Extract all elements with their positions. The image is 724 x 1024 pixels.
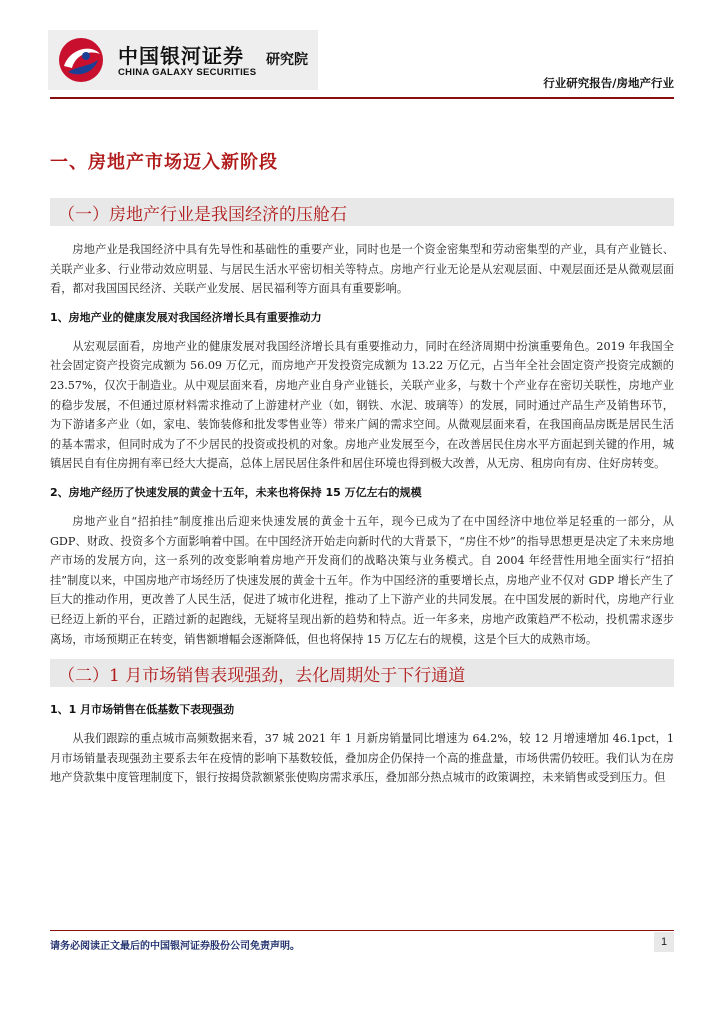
subsection-title-1: （一）房地产行业是我国经济的压舱石 bbox=[50, 198, 674, 226]
subsection-title-2: （二）1 月市场销售表现强劲，去化周期处于下行通道 bbox=[50, 659, 674, 687]
logo-english-name: CHINA GALAXY SECURITIES bbox=[118, 67, 257, 78]
header-divider bbox=[50, 97, 674, 99]
report-type-label: 行业研究报告/房地产行业 bbox=[543, 76, 674, 90]
paragraph-january-sales: 从我们跟踪的重点城市高频数据来看，37 城 2021 年 1 月新房销量同比增速为 64.2%，较 12 月增速增加 46.1pct，1 月市场销量表现强劲主要系去年在疫情的影响下基数较低，叠加房企仍保持一个高的推盘量，市场供需仍较旺。我们认为在房地产贷款集中度管理制度下，银行按揭贷款额紧张使购房需求承压，叠加部分热点城市的政策调控，未来销售或受到压力。但 bbox=[50, 732, 674, 785]
page-number: 1 bbox=[654, 932, 674, 952]
paragraph-golden-fifteen-years: 房地产业自“招拍挂”制度推出后迎来快速发展的黄金十五年，现今已成为了在中国经济中地位举足轻重的一部分，从 GDP、财政、投资多个方面影响着中国。在中国经济开始走向新时代的大背景下，“房住不炒”的指导思想更是决定了未来房地产市场的发展方向，这一系列的改变影响着房地产开发商们的战略决策与业务模式。自 2004 年经营性用地全面实行“招拍挂”制度以来，中国房地产市场经历了快速发展的黄金十五年。作为中国经济的重要增长点，房地产业不仅对 GDP 增长产生了巨大的推动作用，更改善了人民生活，促进了城市化进程，推动了上下游产业的共同发展。在中国发展的新时代，房地产行业已经迈上新的平台，正踏过新的起跑线，无疑将呈现出新的趋势和特点。近一年多来，房地产政策趋严不松动，投机需求逐步离场，市场预期正在转变，销售额增幅会逐渐降低，但也将保持 15 万亿左右的规模，这是个巨大的成熟市场。 bbox=[50, 514, 674, 646]
logo-chinese-name: 中国银河证券 bbox=[118, 44, 244, 68]
heading-golden-fifteen-years: 2、房地产经历了快速发展的黄金十五年，未来也将保持 15 万亿左右的规模 bbox=[50, 485, 422, 499]
heading-growth-driver: 1、房地产业的健康发展对我国经济增长具有重要推动力 bbox=[50, 310, 322, 324]
paragraph-growth-driver: 从宏观层面看，房地产业的健康发展对我国经济增长具有重要推动力，同时在经济周期中扮演重要角色。2019 年我国全社会固定资产投资完成额为 56.09 万亿元，而房地产开发投资完成额为 13.22 万亿元，占当年全社会固定资产投资完成额的 23.57%，仅次于制造业。从中观层面来看，房地产业自身产业链长，关联产业多，与数十个产业存在密切关联性，房地产业的稳步发展，不但通过原材料需求推动了上游建材产业（如，钢铁、水泥、玻璃等）的发展，同时通过产品生产及销售环节，为下游诸多产业（如，家电、装饰装修和批发零售业等）带来广阔的需求空间。从微观层面来看，在我国商品房既是居民生活的基本需求，但同时成为了不少居民的投资或投机的对象。房地产业发展至今，在改善居民住房水平方面起到关键的作用，城镇居民自有住房拥有率已经大大提高，总体上居民居住条件和居住环境也得到极大改善，从无房、租房向有房、住好房转变。 bbox=[50, 339, 674, 471]
paragraph-intro: 房地产业是我国经济中具有先导性和基础性的重要产业，同时也是一个资金密集型和劳动密集型的产业，具有产业链长、关联产业多、行业带动效应明显、与居民生活水平密切相关等特点。房地产行业无论是从宏观层面、中观层面还是从微观层面看，都对我国国民经济、关联产业发展、居民福利等方面具有重要影响。 bbox=[50, 243, 674, 296]
heading-january-sales: 1、1 月市场销售在低基数下表现强劲 bbox=[50, 703, 235, 717]
company-logo bbox=[48, 30, 318, 90]
section-title: 一、房地产市场迈入新阶段 bbox=[50, 152, 278, 173]
logo-institute-label: 研究院 bbox=[266, 52, 308, 68]
disclaimer-text: 请务必阅读正文最后的中国银河证券股份公司免责声明。 bbox=[50, 941, 300, 952]
galaxy-logo-icon bbox=[56, 36, 106, 84]
page-header bbox=[0, 0, 724, 100]
footer-divider bbox=[50, 930, 674, 931]
main-content bbox=[50, 148, 674, 798]
